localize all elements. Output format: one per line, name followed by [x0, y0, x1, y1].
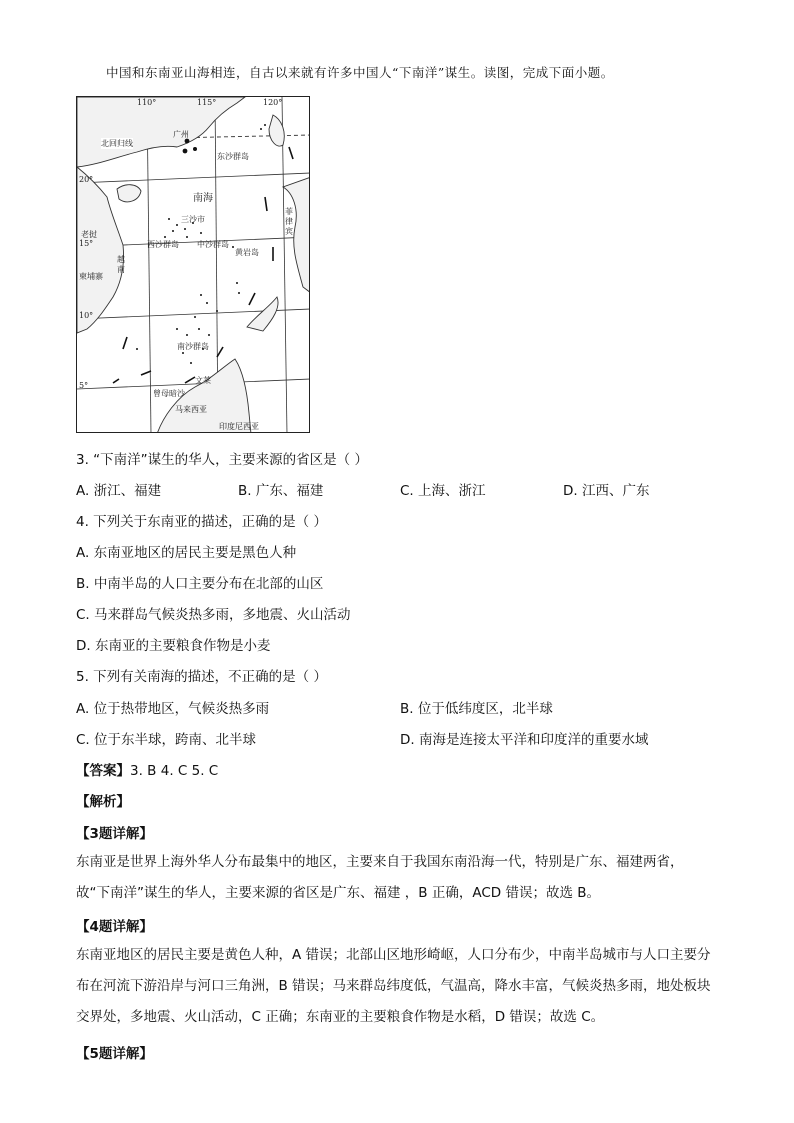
q3-option-a: A. 浙江、福建: [76, 483, 162, 499]
yindunixiya-label: 印度尼西亚: [219, 422, 259, 431]
zhongsha-label: 中沙群岛: [197, 240, 229, 249]
malaixiya-label: 马来西亚: [175, 405, 207, 414]
answer-text: 3. B 4. C 5. C: [130, 763, 219, 779]
laowo-label: 老挝: [81, 230, 97, 239]
q5-option-a: A. 位于热带地区，气候炎热多雨: [76, 701, 270, 717]
nansha-label: 南沙群岛: [177, 342, 209, 351]
latitude-label-20: 20°: [79, 175, 94, 184]
answer-tag: 【答案】: [76, 763, 130, 779]
q3-option-b: B. 广东、福建: [238, 483, 324, 499]
xisha-label: 西沙群岛: [147, 240, 179, 249]
sansha-label: 三沙市: [181, 215, 205, 224]
q5-stem: 5. 下列有关南海的描述，不正确的是（ ）: [76, 669, 327, 685]
latitude-label-5: 5°: [79, 381, 89, 390]
detail-4-title: 【4题详解】: [76, 919, 153, 935]
detail-4-body: 东南亚地区的居民主要是黄色人种，A 错误；北部山区地形崎岖，人口分布少，中南半岛城市与人口主要分布在河流下游沿岸与河口三角洲，B 错误；马来群岛纬度低，气温高，降水丰富，气候炎热多雨，地处板块交界处，多地震、火山活动，C 正确；东南亚的主要粮食作物是水稻，D 错误；故选 C。: [76, 947, 711, 1025]
nanhai-label: 南海: [193, 193, 213, 204]
huangyan-label: 黄岩岛: [235, 248, 259, 257]
q3-stem: 3. “下南洋”谋生的华人，主要来源的省区是（ ）: [76, 452, 368, 468]
intro-text: 中国和东南亚山海相连，自古以来就有许多中国人“下南洋”谋生。读图，完成下面小题。: [106, 65, 614, 80]
q3-option-d: D. 江西、广东: [563, 483, 650, 499]
q4-stem: 4. 下列关于东南亚的描述，正确的是（ ）: [76, 514, 327, 530]
q3-option-c: C. 上海、浙江: [400, 483, 486, 499]
tropic-label: 北回归线: [101, 139, 133, 148]
analysis-tag: 【解析】: [76, 794, 130, 810]
q5-option-d: D. 南海是连接太平洋和印度洋的重要水域: [400, 732, 649, 748]
dongsha-label: 东沙群岛: [217, 152, 249, 161]
detail-3-body: 东南亚是世界上海外华人分布最集中的地区，主要来自于我国东南沿海一代，特别是广东、福建两省，故“下南洋”谋生的华人，主要来源的省区是广东、福建 ，B 正确，ACD 错误；故选 B。: [76, 854, 684, 901]
wenlai-label: 文莱: [195, 376, 211, 385]
detail-5-title: 【5题详解】: [76, 1046, 153, 1062]
guangzhou-label: 广州: [173, 130, 189, 139]
yuenan-label: 越南: [117, 255, 125, 274]
q5-option-c: C. 位于东半球，跨南、北半球: [76, 732, 257, 748]
longitude-label-110: 110°: [137, 98, 157, 107]
longitude-label-120: 120°: [263, 98, 283, 107]
latitude-label-15: 15°: [79, 239, 94, 248]
latitude-label-10: 10°: [79, 311, 94, 320]
q5-option-b: B. 位于低纬度区，北半球: [400, 701, 553, 717]
jianpuzhai-label: 柬埔寨: [79, 272, 103, 281]
q4-option-c: C. 马来群岛气候炎热多雨，多地震、火山活动: [76, 607, 351, 623]
zengmu-label: 曾母暗沙: [153, 389, 185, 398]
q4-option-b: B. 中南半岛的人口主要分布在北部的山区: [76, 576, 324, 592]
longitude-label-115: 115°: [197, 98, 217, 107]
detail-3-title: 【3题详解】: [76, 826, 153, 842]
south-china-sea-map: [76, 96, 310, 433]
q4-option-d: D. 东南亚的主要粮食作物是小麦: [76, 638, 271, 654]
answer-line: [76, 759, 218, 779]
feilvbin-label: 菲律宾: [285, 207, 293, 236]
q4-option-a: A. 东南亚地区的居民主要是黑色人种: [76, 545, 297, 561]
